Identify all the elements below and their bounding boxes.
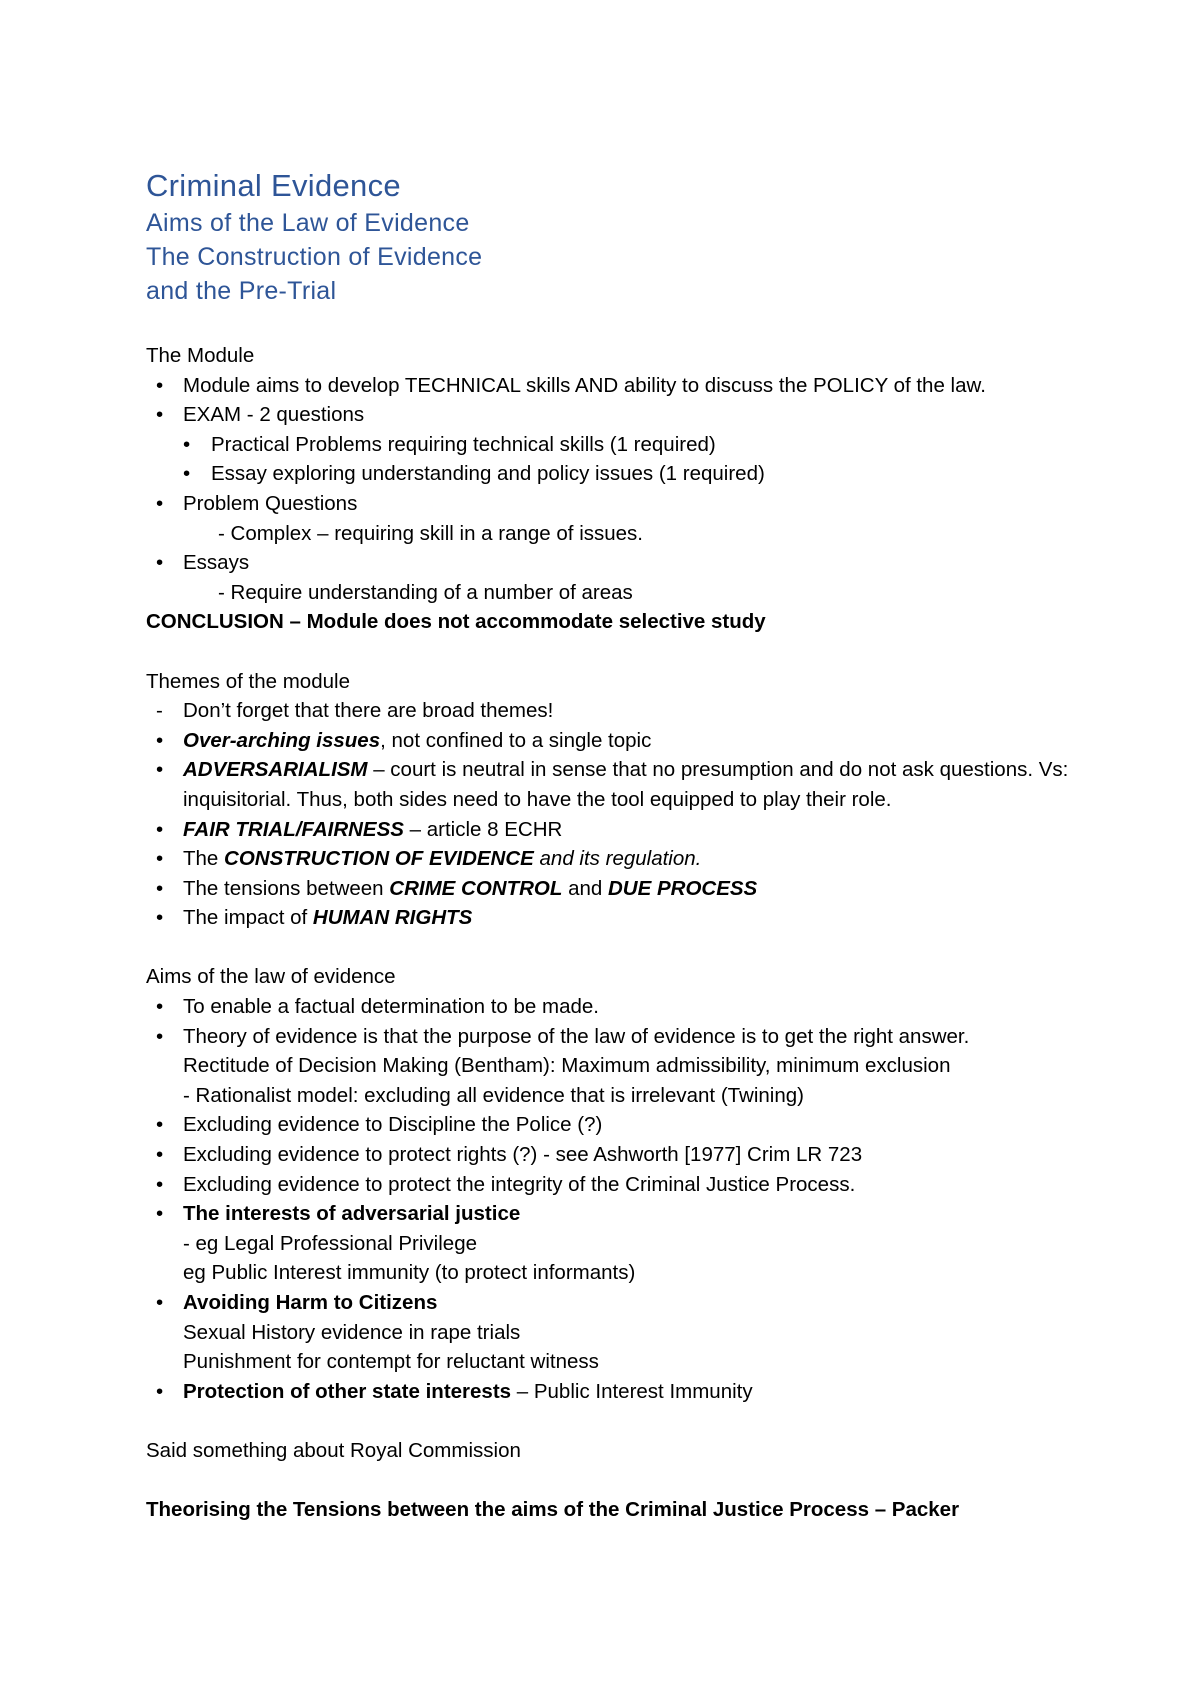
subtitle-aims: Aims of the Law of Evidence	[146, 209, 470, 237]
list-item: • The interests of adversarial justice	[146, 1199, 1096, 1229]
bullet-icon: •	[156, 995, 164, 1019]
bullet-icon: •	[156, 1172, 164, 1196]
list-item: • The tensions between CRIME CONTROL and DUE PROCESS	[146, 874, 1096, 904]
list-item: • The CONSTRUCTION OF EVIDENCE and its regulation.	[146, 844, 1096, 874]
bullet-icon: •	[156, 551, 164, 575]
sub-list-item: • Practical Problems requiring technical skills (1 required)	[146, 430, 1096, 460]
list-continuation: Rectitude of Decision Making (Bentham): Maximum admissibility, minimum exclusion	[183, 1054, 951, 1078]
list-item: • The impact of HUMAN RIGHTS	[146, 903, 1096, 933]
section-heading-module: The Module	[146, 344, 255, 367]
subtitle-construction: The Construction of Evidence	[146, 243, 483, 271]
title-block	[146, 166, 482, 308]
list-continuation: - eg Legal Professional Privilege	[183, 1231, 477, 1255]
list-item: • Excluding evidence to protect rights (?) - see Ashworth [1977] Crim LR 723	[146, 1140, 1096, 1170]
conclusion-text: CONCLUSION – Module does not accommodate selective study	[146, 610, 766, 634]
list-item: • FAIR TRIAL/FAIRNESS – article 8 ECHR	[146, 815, 1096, 845]
spacer	[146, 933, 1096, 963]
list-item: • To enable a factual determination to be made.	[146, 992, 1096, 1022]
list-item: • Avoiding Harm to Citizens	[146, 1288, 1096, 1318]
bullet-icon: •	[183, 432, 191, 456]
list-item: • ADVERSARIALISM – court is neutral in sense that no presumption and do not ask questions. Vs: inquisitorial. Thus, both sides need to have the tool equipped to play their role.	[146, 755, 1096, 814]
bullet-icon: •	[156, 758, 164, 782]
list-continuation: - Rationalist model: excluding all evidence that is irrelevant (Twining)	[183, 1083, 804, 1107]
bullet-icon: •	[156, 1202, 164, 1226]
list-item: • Module aims to develop TECHNICAL skills AND ability to discuss the POLICY of the law.	[146, 371, 1096, 401]
sub-text: - Complex – requiring skill in a range of issues.	[218, 521, 643, 545]
bullet-icon: •	[156, 1291, 164, 1314]
sub-list-item: • Essay exploring understanding and policy issues (1 required)	[146, 459, 1096, 489]
bullet-icon: •	[156, 906, 164, 930]
bullet-icon: •	[156, 1024, 164, 1048]
list-item: • Excluding evidence to protect the integrity of the Criminal Justice Process.	[146, 1170, 1096, 1200]
bullet-icon: •	[156, 1143, 164, 1167]
list-item: • Excluding evidence to Discipline the Police (?)	[146, 1110, 1096, 1140]
packer-heading: Theorising the Tensions between the aims of the Criminal Justice Process – Packer	[146, 1498, 960, 1522]
spacer	[146, 1466, 1096, 1496]
list-item: • Theory of evidence is that the purpose of the law of evidence is to get the right answer.	[146, 1022, 1096, 1052]
bullet-icon: •	[156, 1113, 164, 1137]
bullet-icon: •	[156, 491, 164, 515]
list-item: • Over-arching issues, not confined to a single topic	[146, 726, 1096, 756]
list-item: - Don’t forget that there are broad themes!	[146, 696, 1096, 726]
spacer	[146, 1406, 1096, 1436]
list-continuation: Sexual History evidence in rape trials	[183, 1320, 521, 1344]
section-heading-aims: Aims of the law of evidence	[146, 965, 396, 989]
section-heading-themes: Themes of the module	[146, 669, 350, 693]
list-item: • EXAM - 2 questions	[146, 400, 1096, 430]
list-item: • Essays	[146, 548, 1096, 578]
bullet-icon: •	[156, 876, 164, 900]
subtitle-pretrial: and the Pre-Trial	[146, 277, 337, 305]
bullet-icon: •	[156, 728, 164, 752]
bullet-icon: •	[156, 373, 164, 397]
dash-icon: -	[156, 699, 163, 723]
spacer	[146, 637, 1096, 667]
bullet-icon: •	[183, 462, 191, 486]
document-body	[146, 341, 1096, 1525]
sub-text: - Require understanding of a number of areas	[218, 580, 633, 604]
document-title: Criminal Evidence	[146, 168, 401, 203]
royal-commission-note: Said something about Royal Commission	[146, 1438, 521, 1462]
list-item: • Protection of other state interests – Public Interest Immunity	[146, 1377, 1096, 1407]
bullet-icon: •	[156, 847, 164, 871]
bullet-icon: •	[156, 1379, 164, 1403]
list-continuation: Punishment for contempt for reluctant witness	[183, 1350, 599, 1374]
list-item: • Problem Questions	[146, 489, 1096, 519]
bullet-icon: •	[156, 403, 164, 427]
bullet-icon: •	[156, 817, 164, 841]
list-continuation: eg Public Interest immunity (to protect informants)	[183, 1261, 636, 1285]
